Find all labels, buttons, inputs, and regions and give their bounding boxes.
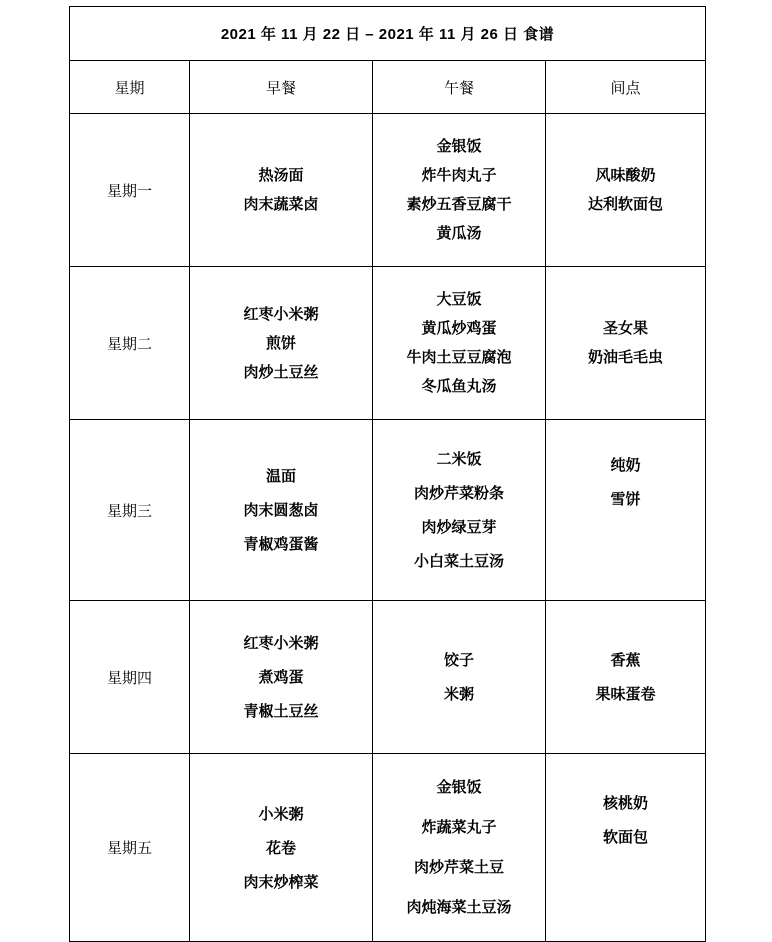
- dish-item: 香蕉: [610, 651, 641, 669]
- dish-item: 温面: [265, 467, 296, 485]
- dish-item: 冬瓜鱼丸汤: [421, 377, 497, 395]
- dish-item: 青椒鸡蛋酱: [243, 535, 319, 553]
- table-row: [70, 601, 706, 754]
- dish-item: 小白菜土豆汤: [413, 552, 504, 570]
- dish-item: 肉炒芹菜粉条: [413, 484, 504, 502]
- dish-item: 达利软面包: [588, 195, 664, 213]
- lunch-cell: [373, 267, 546, 420]
- breakfast-cell: [190, 420, 373, 601]
- breakfast-cell: [190, 754, 373, 942]
- dish-item: 黄瓜汤: [436, 224, 482, 242]
- dish-list: [546, 314, 705, 372]
- lunch-cell: [373, 420, 546, 601]
- dish-item: 果味蛋卷: [595, 685, 656, 703]
- snack-cell: [546, 267, 706, 420]
- dish-list: [373, 643, 545, 711]
- breakfast-cell: [190, 267, 373, 420]
- day-label: 星期三: [70, 420, 190, 601]
- dish-item: 纯奶: [610, 456, 641, 474]
- menu-table: [69, 6, 706, 942]
- day-label: 星期四: [70, 601, 190, 754]
- lunch-cell: [373, 114, 546, 267]
- dish-item: 核桃奶: [603, 794, 649, 812]
- header-snack: 间点: [546, 61, 706, 114]
- breakfast-cell: [190, 601, 373, 754]
- dish-item: 肉炒土豆丝: [243, 362, 319, 381]
- dish-item: 红枣小米粥: [243, 634, 319, 652]
- dish-item: 米粥: [443, 685, 474, 703]
- dish-item: 软面包: [603, 828, 649, 846]
- title-row: [70, 7, 706, 61]
- dish-list: [190, 300, 372, 387]
- dish-item: 牛肉土豆豆腐泡: [406, 348, 512, 366]
- dish-list: [546, 786, 705, 854]
- dish-list: [190, 797, 372, 899]
- dish-item: 圣女果: [603, 319, 649, 337]
- breakfast-cell: [190, 114, 373, 267]
- dish-item: 金银饭: [436, 137, 482, 155]
- dish-item: 煎饼: [265, 333, 296, 352]
- header-day: 星期: [70, 61, 190, 114]
- dish-item: 肉炒绿豆芽: [421, 518, 497, 536]
- dish-list: [546, 643, 705, 711]
- dish-item: 肉末蔬菜卤: [243, 195, 319, 213]
- dish-item: 红枣小米粥: [243, 304, 319, 323]
- table-row: [70, 114, 706, 267]
- dish-item: 花卷: [265, 838, 296, 857]
- dish-list: [546, 161, 705, 219]
- lunch-cell: [373, 754, 546, 942]
- header-row: [70, 61, 706, 114]
- dish-list: [373, 773, 545, 922]
- table-row: [70, 420, 706, 601]
- dish-list: [190, 161, 372, 219]
- day-label: 星期二: [70, 267, 190, 420]
- dish-item: 肉末圆葱卤: [243, 501, 319, 519]
- dish-list: [373, 442, 545, 578]
- dish-item: 饺子: [443, 651, 474, 669]
- dish-item: 风味酸奶: [595, 166, 656, 184]
- dish-item: 青椒土豆丝: [243, 702, 319, 720]
- snack-cell: [546, 114, 706, 267]
- dish-list: [190, 459, 372, 561]
- day-label: 星期一: [70, 114, 190, 267]
- day-label: 星期五: [70, 754, 190, 942]
- dish-item: 炸蔬菜丸子: [421, 818, 497, 836]
- table-row: [70, 267, 706, 420]
- dish-item: 黄瓜炒鸡蛋: [421, 319, 497, 337]
- dish-item: 雪饼: [610, 490, 641, 508]
- snack-cell: [546, 601, 706, 754]
- dish-item: 煮鸡蛋: [258, 668, 304, 686]
- lunch-cell: [373, 601, 546, 754]
- dish-item: 二米饭: [436, 450, 482, 468]
- menu-title: 2021 年 11 月 22 日 – 2021 年 11 月 26 日 食谱: [70, 7, 706, 61]
- dish-item: 肉炒芹菜土豆: [413, 858, 504, 876]
- snack-cell: [546, 420, 706, 601]
- dish-list: [373, 132, 545, 248]
- dish-list: [190, 626, 372, 728]
- dish-list: [546, 448, 705, 516]
- dish-item: 素炒五香豆腐干: [406, 195, 512, 213]
- dish-item: 金银饭: [436, 778, 482, 796]
- dish-item: 大豆饭: [436, 290, 482, 308]
- dish-list: [373, 285, 545, 401]
- header-lunch: 午餐: [373, 61, 546, 114]
- dish-item: 小米粥: [258, 804, 304, 823]
- dish-item: 热汤面: [258, 166, 304, 184]
- header-breakfast: 早餐: [190, 61, 373, 114]
- snack-cell: [546, 754, 706, 942]
- dish-item: 肉炖海菜土豆汤: [406, 898, 512, 916]
- dish-item: 奶油毛毛虫: [588, 348, 664, 366]
- table-row: [70, 754, 706, 942]
- dish-item: 肉末炒榨菜: [243, 872, 319, 891]
- dish-item: 炸牛肉丸子: [421, 166, 497, 184]
